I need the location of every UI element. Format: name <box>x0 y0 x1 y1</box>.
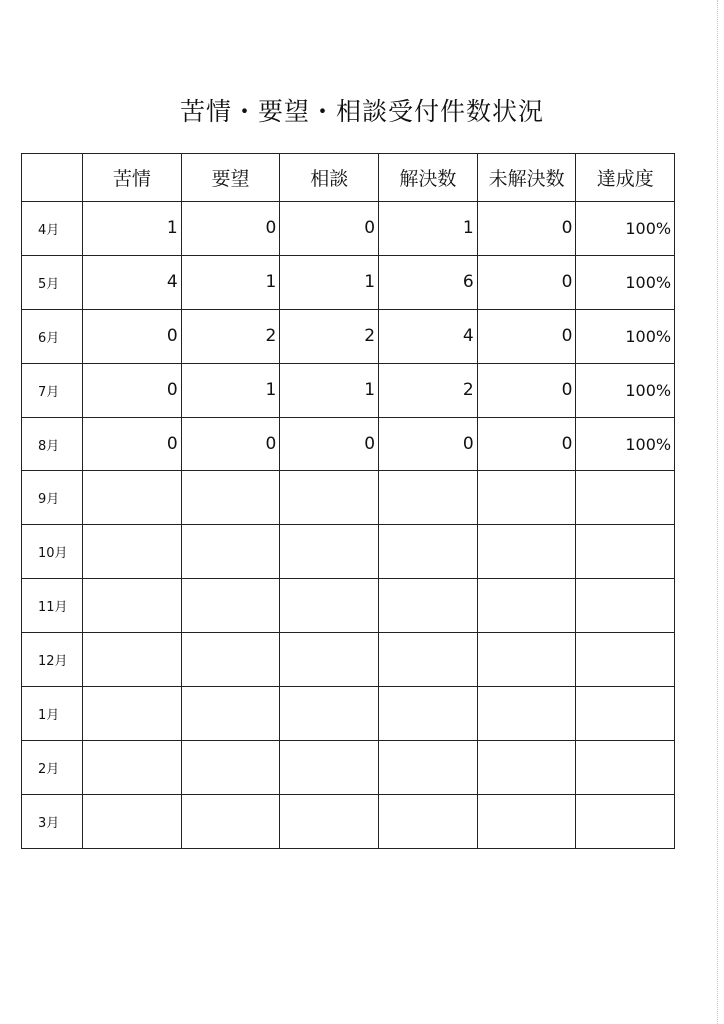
consultation-cell <box>280 525 379 579</box>
unresolved-cell <box>477 471 576 525</box>
month-cell: 6月 <box>22 309 83 363</box>
unresolved-cell <box>477 579 576 633</box>
complaint-cell <box>83 740 182 794</box>
rate-cell <box>576 633 675 687</box>
resolved-cell <box>379 471 478 525</box>
consultation-cell: 2 <box>280 309 379 363</box>
resolved-cell: 2 <box>379 363 478 417</box>
page-edge-line <box>717 0 718 1024</box>
rate-cell <box>576 579 675 633</box>
unresolved-cell <box>477 740 576 794</box>
table-row <box>22 525 675 579</box>
resolved-cell <box>379 740 478 794</box>
consultation-cell <box>280 794 379 848</box>
table-row <box>22 255 675 309</box>
unresolved-cell <box>477 687 576 741</box>
request-cell <box>181 740 280 794</box>
consultation-cell <box>280 687 379 741</box>
month-cell: 8月 <box>22 417 83 471</box>
consultation-cell <box>280 579 379 633</box>
month-cell: 9月 <box>22 471 83 525</box>
header-blank <box>22 154 83 202</box>
header-rate: 達成度 <box>576 154 675 202</box>
month-cell: 7月 <box>22 363 83 417</box>
request-cell <box>181 471 280 525</box>
consultation-cell: 1 <box>280 255 379 309</box>
consultation-cell: 0 <box>280 202 379 256</box>
month-cell: 10月 <box>22 525 83 579</box>
unresolved-cell <box>477 794 576 848</box>
month-cell: 11月 <box>22 579 83 633</box>
unresolved-cell: 0 <box>477 202 576 256</box>
resolved-cell <box>379 794 478 848</box>
table-row <box>22 633 675 687</box>
rate-cell <box>576 687 675 741</box>
request-cell <box>181 525 280 579</box>
rate-cell: 100% <box>576 255 675 309</box>
month-cell: 5月 <box>22 255 83 309</box>
request-cell <box>181 633 280 687</box>
month-cell: 3月 <box>22 794 83 848</box>
complaint-cell <box>83 687 182 741</box>
unresolved-cell: 0 <box>477 255 576 309</box>
resolved-cell: 1 <box>379 202 478 256</box>
rate-cell <box>576 740 675 794</box>
consultation-cell <box>280 633 379 687</box>
rate-cell: 100% <box>576 363 675 417</box>
complaint-cell: 4 <box>83 255 182 309</box>
unresolved-cell: 0 <box>477 309 576 363</box>
complaint-cell: 0 <box>83 417 182 471</box>
table-row <box>22 579 675 633</box>
complaint-cell <box>83 471 182 525</box>
request-cell <box>181 794 280 848</box>
table-row <box>22 740 675 794</box>
unresolved-cell: 0 <box>477 417 576 471</box>
request-cell: 0 <box>181 202 280 256</box>
request-cell <box>181 579 280 633</box>
resolved-cell <box>379 579 478 633</box>
resolved-cell <box>379 633 478 687</box>
month-cell: 1月 <box>22 687 83 741</box>
header-unresolved: 未解決数 <box>477 154 576 202</box>
consultation-cell <box>280 471 379 525</box>
month-cell: 2月 <box>22 740 83 794</box>
resolved-cell <box>379 525 478 579</box>
unresolved-cell <box>477 525 576 579</box>
table-row <box>22 202 675 256</box>
resolved-cell: 0 <box>379 417 478 471</box>
header-consultation: 相談 <box>280 154 379 202</box>
table-row <box>22 471 675 525</box>
table-row <box>22 687 675 741</box>
table-row <box>22 363 675 417</box>
table-row <box>22 309 675 363</box>
table-row <box>22 417 675 471</box>
resolved-cell <box>379 687 478 741</box>
complaint-cell: 0 <box>83 363 182 417</box>
request-cell: 2 <box>181 309 280 363</box>
rate-cell: 100% <box>576 309 675 363</box>
complaint-cell <box>83 525 182 579</box>
consultation-cell: 0 <box>280 417 379 471</box>
header-request: 要望 <box>181 154 280 202</box>
complaint-cell <box>83 794 182 848</box>
complaint-cell <box>83 579 182 633</box>
request-cell: 0 <box>181 417 280 471</box>
complaint-status-table <box>21 153 675 849</box>
complaint-cell <box>83 633 182 687</box>
consultation-cell <box>280 740 379 794</box>
unresolved-cell <box>477 633 576 687</box>
header-resolved: 解決数 <box>379 154 478 202</box>
consultation-cell: 1 <box>280 363 379 417</box>
request-cell: 1 <box>181 363 280 417</box>
month-cell: 12月 <box>22 633 83 687</box>
resolved-cell: 4 <box>379 309 478 363</box>
unresolved-cell: 0 <box>477 363 576 417</box>
rate-cell <box>576 525 675 579</box>
rate-cell <box>576 794 675 848</box>
complaint-cell: 0 <box>83 309 182 363</box>
resolved-cell: 6 <box>379 255 478 309</box>
month-cell: 4月 <box>22 202 83 256</box>
rate-cell: 100% <box>576 417 675 471</box>
complaint-cell: 1 <box>83 202 182 256</box>
request-cell <box>181 687 280 741</box>
request-cell: 1 <box>181 255 280 309</box>
rate-cell: 100% <box>576 202 675 256</box>
table-header-row <box>22 154 675 202</box>
page-title: 苦情・要望・相談受付件数状況 <box>179 97 544 126</box>
header-complaint: 苦情 <box>83 154 182 202</box>
rate-cell <box>576 471 675 525</box>
table-row <box>22 794 675 848</box>
